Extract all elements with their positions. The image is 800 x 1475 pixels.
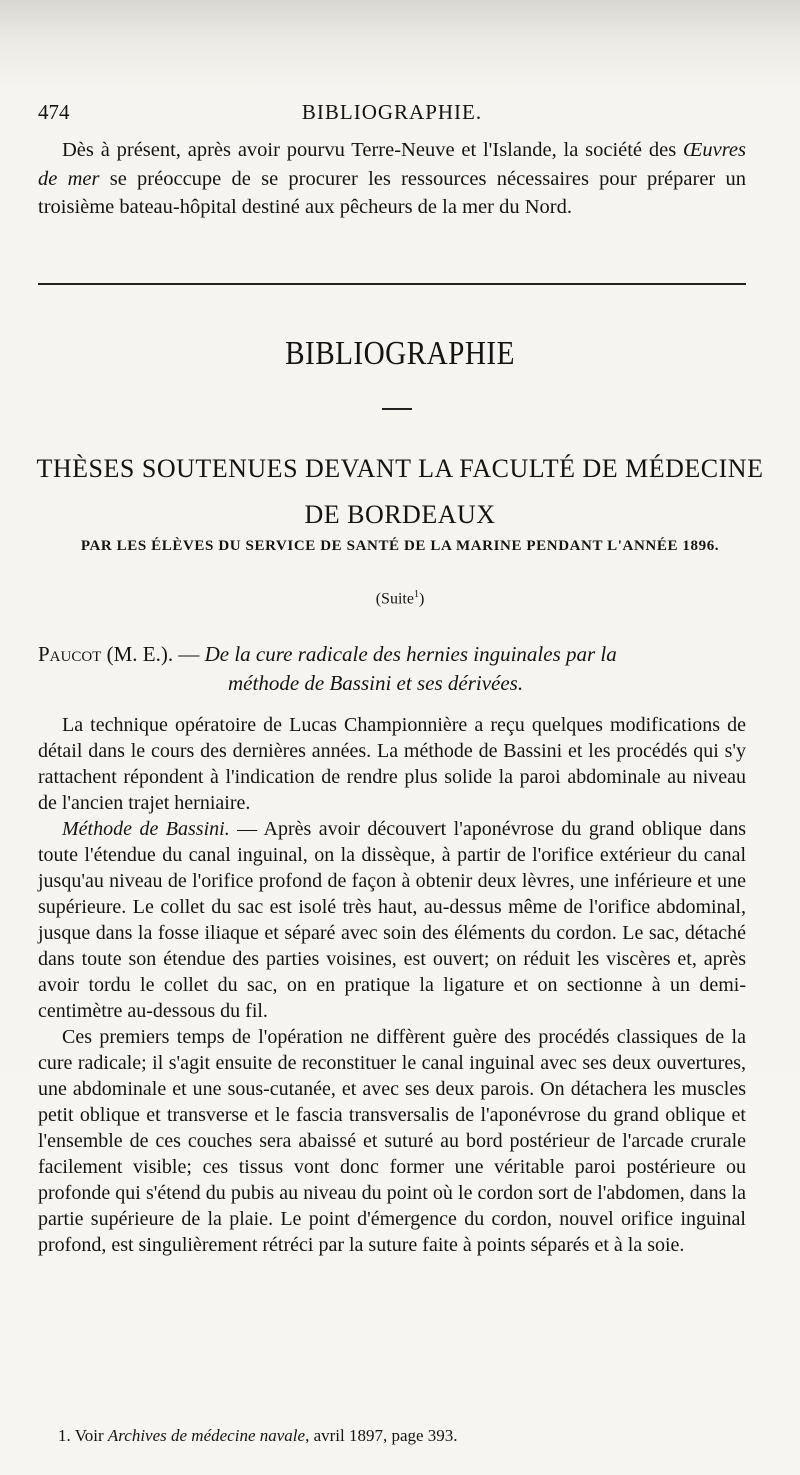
body-paragraph-2	[38, 816, 746, 1024]
footnote-number: 1.	[58, 1426, 71, 1445]
section-subtitle	[0, 446, 800, 538]
intro-text-start: Dès à présent, après avoir pourvu Terre-Neuve et l'Islande, la société des	[62, 139, 683, 161]
entry-author: Paucot (M. E.). —	[38, 642, 205, 666]
body-paragraph-2-text: — Après avoir découvert l'aponévrose du grand oblique dans toute l'étendue du canal inguinal, on la dissèque, à partir de l'orifice extérieur du canal jusqu'au niveau de l'orifice profond de façon à obtenir deux lèvres, une inférieure et une supérieure. Le collet du sac est isolé très haut, au-dessus même de l'orifice abdominal, jusque dans la fosse iliaque et séparé avec soin des éléments du cordon. Le sac, détaché dans toute son étendue des parties voisines, est ouvert; on réduit les viscères et, après avoir tordu le collet du sac, on en pratique la ligature et on sectionne à un demi-centimètre au-dessous du fil.	[38, 818, 746, 1022]
section-byline: PAR LES ÉLÈVES DU SERVICE DE SANTÉ DE LA MARINE PENDANT L'ANNÉE 1896.	[80, 538, 720, 554]
footnote-text-start: Voir	[70, 1426, 108, 1445]
running-head	[38, 100, 746, 130]
intro-italic: Œuvres de mer	[38, 139, 746, 190]
intro-paragraph	[38, 136, 746, 222]
footnote-ref: 1	[413, 589, 419, 600]
footnote-italic: Archives de médecine navale	[107, 1426, 306, 1445]
entry-title-line-1: De la cure radicale des hernies inguinales par la	[204, 642, 617, 666]
footnote	[38, 1425, 746, 1447]
footnote-text-end: , avril 1897, page 393.	[305, 1426, 458, 1445]
entry-body	[38, 712, 746, 1258]
title-dash	[382, 408, 412, 410]
entry-heading	[38, 640, 746, 698]
running-title: BIBLIOGRAPHIE.	[301, 100, 483, 124]
subtitle-line-1: THÈSES SOUTENUES DEVANT LA FACULTÉ DE MÉDECINE	[36, 454, 764, 483]
page-number: 474	[38, 100, 70, 124]
continued-close: )	[418, 590, 425, 608]
body-paragraph-1: La technique opératoire de Lucas Championnière a reçu quelques modifications de détail dans le cours des dernières années. La méthode de Bassini et les procédés qui s'y rattachent répondent à l'indication de rendre plus solide la paroi abdominale au niveau de l'ancien trajet herniaire.	[38, 714, 746, 814]
continued-text: (Suite	[375, 590, 414, 608]
section-divider	[38, 283, 746, 285]
body-paragraph-3: Ces premiers temps de l'opération ne diffèrent guère des procédés classiques de la cure radicale; il s'agit ensuite de reconstituer le canal inguinal avec ses deux ouvertures, une abdominale et une sous-cutanée, et avec ses deux parois. On détachera les muscles petit oblique et transverse et le fascia transversalis de l'aponévrose du grand oblique et l'ensemble de ces couches sera abaissé et suturé au bord postérieur de l'arcade crurale facilement visible; ces tissus vont donc former une véritable paroi postérieure ou profonde qui s'étend du pubis au niveau du point où le cordon sort de l'abdomen, dans la partie supérieure de la plaie. Le point d'émergence du cordon, nouvel orifice inguinal profond, est singulièrement rétréci par la suture faite à points séparés et à la soie.	[38, 1026, 746, 1256]
section-title: BIBLIOGRAPHIE	[285, 335, 515, 372]
continued-note	[0, 589, 800, 608]
intro-text-end: se préoccupe de se procurer les ressources nécessaires pour préparer un troisième bateau-hôpital destiné aux pêcheurs de la mer du Nord.	[38, 167, 746, 218]
subtitle-line-2: DE BORDEAUX	[304, 500, 496, 529]
entry-title-line-2: méthode de Bassini et ses dérivées.	[228, 671, 524, 695]
method-heading: Méthode de Bassini.	[62, 818, 230, 840]
